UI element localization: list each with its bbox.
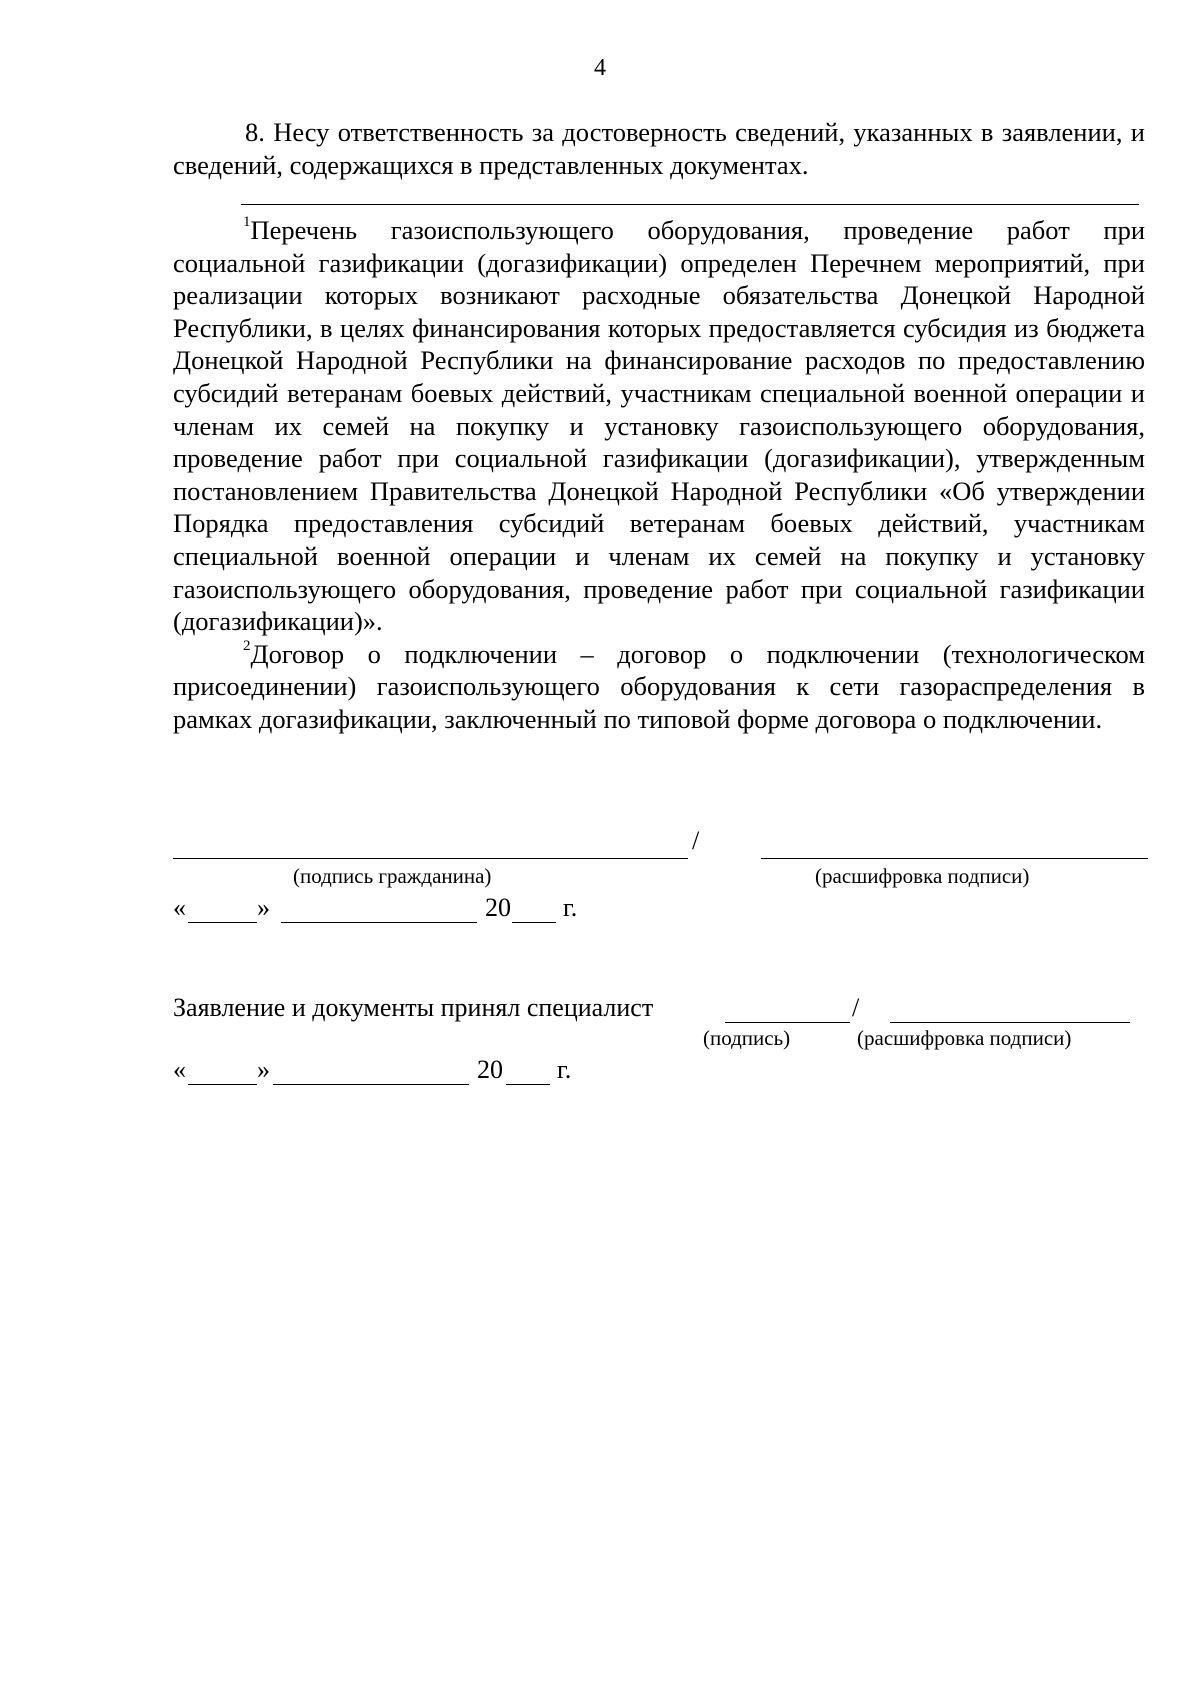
citizen-date-year-prefix: 20 [485,893,511,922]
citizen-date-day-line[interactable] [188,922,257,923]
footnote-text-1: Перечень газоиспользующего оборудования, проведение работ при социальной газификации (догазификации) определен Перечнем мероприятий, при реализации которых возникают расходные обязательства Донецкой Народной Республики, в целях финансирования которых предоставляется субсидия из бюджета Донецкой Народной Республики на финансирование расходов по предоставлению субсидий ветеранам боевых действий, участникам специальной военной операции и членам их семей на покупку и установку газоиспользующего оборудования, проведение работ при социальной газификации (догазификации), утвержденным постановлением Правительства Донецкой Народной Республики «Об утверждении Порядка предоставления субсидий ветеранам боевых действий, участникам специальной военной операции и членам их семей на покупку и установку газоиспользующего оборудования, проведение работ при социальной газификации (догазификации)». [173,215,1145,637]
citizen-date-year-suffix: г. [563,893,578,922]
page-number: 4 [594,55,606,81]
specialist-date-close-quote: » [257,1055,270,1084]
specialist-signature-caption: (подпись) [703,1026,791,1050]
footnote-1 [173,214,1145,638]
citizen-signature-caption: (подпись гражданина) [293,864,492,888]
footnote-separator [241,204,1139,205]
specialist-date-year-suffix: г. [557,1055,572,1084]
citizen-signature-line[interactable] [173,858,688,859]
footnotes [173,214,1145,736]
specialist-date-month-line[interactable] [273,1084,469,1085]
specialist-decoding-caption: (расшифровка подписи) [857,1026,1072,1050]
citizen-decoding-caption: (расшифровка подписи) [815,864,1030,888]
footnote-2 [173,638,1145,736]
specialist-decoding-line[interactable] [890,1022,1130,1023]
footnote-text-2: Договор о подключении – договор о подключении (технологическом присоединении) газоиспользующего оборудования к сети газораспределения в рамках догазификации, заключенный по типовой форме договора о подключении. [173,638,1145,734]
specialist-date-open-quote: « [173,1055,186,1084]
footnote-marker-2: 2 [243,637,251,654]
citizen-date-year-line[interactable] [512,922,556,923]
paragraph-8: 8. Несу ответственность за достоверность сведений, указанных в заявлении, и сведений, содержащихся в представленных документах. [173,117,1145,180]
specialist-signature-separator: / [852,993,860,1022]
citizen-signature-separator: / [692,826,700,855]
citizen-decoding-line[interactable] [761,858,1148,859]
specialist-label: Заявление и документы принял специалист [173,993,654,1022]
footnote-marker-1: 1 [243,214,251,231]
citizen-date-open-quote: « [173,893,186,922]
specialist-date-year-line[interactable] [506,1084,550,1085]
citizen-date-close-quote: » [257,893,270,922]
citizen-date-month-line[interactable] [281,922,477,923]
specialist-date-year-prefix: 20 [477,1055,503,1084]
specialist-signature-line[interactable] [725,1022,850,1023]
specialist-date-day-line[interactable] [188,1084,257,1085]
